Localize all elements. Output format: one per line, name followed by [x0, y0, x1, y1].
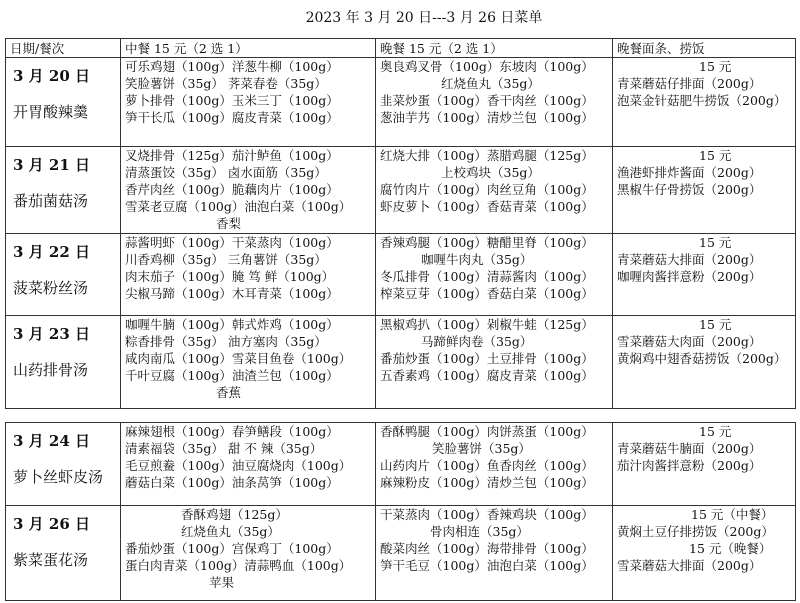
lunch-item: 粽香排骨（35g） 油方塞肉（35g） — [125, 334, 327, 349]
noodle-item: 黑椒牛仔骨捞饭（200g） — [617, 182, 762, 197]
dinner-item: 葱油芋艿（100g）清炒兰包（100g） — [380, 110, 594, 125]
header-row — [6, 39, 796, 58]
dinner-item: 冬瓜排骨（100g）清蒜酱肉（100g） — [380, 269, 594, 284]
lunch-cell — [121, 234, 376, 316]
dinner-cell — [376, 506, 613, 601]
lunch-item: 红烧鱼丸（35g） — [181, 524, 280, 539]
soup-label: 番茄菌菇汤 — [13, 192, 89, 210]
dinner-cell — [376, 147, 613, 234]
noodle-price: 15 元 — [699, 59, 732, 74]
header-lunch: 中餐 15 元（2 选 1） — [121, 39, 376, 58]
lunch-item: 尖椒马蹄（100g）木耳青菜（100g） — [125, 286, 339, 301]
noodle-item: 黄焖土豆仔排捞饭（200g） — [617, 524, 774, 539]
dinner-item: 咖喱牛肉丸（35g） — [421, 252, 533, 267]
fruit-item: 香梨 — [216, 216, 242, 231]
lunch-item: 蒜酱明虾（100g）干菜蒸肉（100g） — [125, 235, 339, 250]
date-cell — [6, 234, 121, 316]
lunch-item: 咖喱牛腩（100g）韩式炸鸡（100g） — [125, 317, 339, 332]
date-cell — [6, 58, 121, 147]
dinner-item: 马蹄鲜肉卷（35g） — [421, 334, 533, 349]
menu-row-mar23 — [6, 316, 796, 409]
noodle-item: 青菜蘑菇仔排面（200g） — [617, 76, 762, 91]
date-cell — [6, 423, 121, 506]
soup-label: 紫菜蛋花汤 — [13, 551, 89, 569]
date-cell — [6, 147, 121, 234]
dinner-item: 香酥鸭腿（100g）肉饼蒸蛋（100g） — [380, 424, 594, 439]
lunch-cell — [121, 58, 376, 147]
dinner-item: 红烧鱼丸（35g） — [441, 76, 540, 91]
soup-label: 菠菜粉丝汤 — [13, 279, 89, 297]
header-date: 日期/餐次 — [6, 39, 121, 58]
date-label: 3 月 23 日 — [13, 325, 90, 343]
date-cell — [6, 316, 121, 409]
lunch-item: 清蒸蛋饺（35g） 卤水面筋（35g） — [125, 165, 327, 180]
lunch-cell — [121, 506, 376, 601]
noodle-cell — [613, 316, 796, 409]
dinner-item: 骨肉相连（35g） — [430, 524, 529, 539]
noodle-cell — [613, 58, 796, 147]
noodle-item: 茄汁肉酱拌意粉（200g） — [617, 458, 762, 473]
lunch-item: 萝卜排骨（100g）玉米三丁（100g） — [125, 93, 339, 108]
date-cell — [6, 506, 121, 601]
dinner-item: 上校鸡块（35g） — [441, 165, 540, 180]
date-label: 3 月 20 日 — [13, 67, 90, 85]
menu-row-mar24 — [6, 423, 796, 506]
lunch-item: 蛋白肉青菜（100g）清蒜鸭血（100g） — [125, 558, 352, 573]
noodle-item: 泡菜金针菇肥牛捞饭（200g） — [617, 93, 787, 108]
soup-label: 萝卜丝虾皮汤 — [13, 468, 104, 486]
noodle-price: 15 元 — [699, 235, 732, 250]
dinner-cell — [376, 316, 613, 409]
noodle-price: 15 元 — [699, 148, 732, 163]
dinner-item: 山药肉片（100g）鱼香肉丝（100g） — [380, 458, 594, 473]
noodle-cell — [613, 506, 796, 601]
header-noodles: 晚餐面条、捞饭 — [613, 39, 796, 58]
noodle-item: 雪菜蘑菇大排面（200g） — [617, 558, 762, 573]
noodle-cell — [613, 423, 796, 506]
dinner-item: 红烧大排（100g）蒸腊鸡腿（125g） — [380, 148, 594, 163]
dinner-item: 番茄炒蛋（100g）土豆排骨（100g） — [380, 351, 594, 366]
lunch-item: 毛豆煎鲞（100g）油豆腐烧肉（100g） — [125, 458, 352, 473]
menu-row-mar26 — [6, 506, 796, 601]
dinner-item: 韭菜炒蛋（100g）香干肉丝（100g） — [380, 93, 594, 108]
lunch-item: 肉末茄子（100g）腌 笃 鲜（100g） — [125, 269, 335, 284]
noodle-price: 15 元 — [699, 424, 732, 439]
fruit-item: 苹果 — [209, 575, 235, 590]
lunch-item: 雪菜老豆腐（100g）油泡白菜（100g） — [125, 199, 352, 214]
lunch-item: 千叶豆腐（100g）油渣兰包（100g） — [125, 368, 339, 383]
dinner-item: 榨菜豆芽（100g）香菇白菜（100g） — [380, 286, 594, 301]
date-label: 3 月 24 日 — [13, 432, 90, 450]
noodle-item: 渔港虾排炸酱面（200g） — [617, 165, 762, 180]
lunch-item: 笋干长瓜（100g）腐皮青菜（100g） — [125, 110, 339, 125]
fruit-item: 香蕉 — [216, 385, 242, 400]
lunch-item: 叉烧排骨（125g）茄汁鲈鱼（100g） — [125, 148, 339, 163]
noodle-price: 15 元（中餐） — [691, 507, 774, 522]
dinner-item: 虾皮萝卜（100g）香菇青菜（100g） — [380, 199, 594, 214]
menu-row-mar20 — [6, 58, 796, 147]
noodle-cell — [613, 234, 796, 316]
date-label: 3 月 21 日 — [13, 156, 90, 174]
menu-row-mar22 — [6, 234, 796, 316]
date-label: 3 月 26 日 — [13, 515, 90, 533]
noodle-item: 青菜蘑菇牛腩面（200g） — [617, 441, 762, 456]
lunch-cell — [121, 147, 376, 234]
lunch-item: 番茄炒蛋（100g）宫保鸡丁（100g） — [125, 541, 339, 556]
dinner-item: 黑椒鸡扒（100g）剁椒牛蛙（125g） — [380, 317, 594, 332]
lunch-item: 可乐鸡翅（100g）洋葱牛柳（100g） — [125, 59, 339, 74]
lunch-cell — [121, 316, 376, 409]
header-dinner: 晚餐 15 元（2 选 1） — [376, 39, 613, 58]
noodle-item: 雪菜蘑菇大肉面（200g） — [617, 334, 762, 349]
dinner-item: 干菜蒸肉（100g）香辣鸡块（100g） — [380, 507, 594, 522]
noodle-item: 青菜蘑菇大排面（200g） — [617, 252, 762, 267]
noodle-item: 咖喱肉酱拌意粉（200g） — [617, 269, 762, 284]
dinner-item: 酸菜肉丝（100g）海带排骨（100g） — [380, 541, 594, 556]
dinner-item: 腐竹肉片（100g）肉丝豆角（100g） — [380, 182, 594, 197]
dinner-cell — [376, 423, 613, 506]
menu-table — [5, 38, 796, 409]
menu-row-mar21 — [6, 147, 796, 234]
lunch-item: 麻辣翅根（100g）春笋鳝段（100g） — [125, 424, 339, 439]
lunch-item: 香芹肉丝（100g）脆藕肉片（100g） — [125, 182, 339, 197]
noodle-price: 15 元 — [699, 317, 732, 332]
lunch-item: 笑脸薯饼（35g） 荠菜春卷（35g） — [125, 76, 327, 91]
soup-label: 开胃酸辣羹 — [13, 103, 89, 121]
noodle-item: 黄焖鸡中翅香菇捞饭（200g） — [617, 351, 787, 366]
dinner-item: 五香素鸡（100g）腐皮青菜（100g） — [380, 368, 594, 383]
lunch-item: 蘑菇白菜（100g）油条莴笋（100g） — [125, 475, 339, 490]
dinner-cell — [376, 58, 613, 147]
noodle-price: 15 元（晚餐） — [689, 541, 772, 556]
dinner-item: 笋干毛豆（100g）油泡白菜（100g） — [380, 558, 594, 573]
lunch-cell — [121, 423, 376, 506]
lunch-item: 香酥鸡翅（125g） — [181, 507, 288, 522]
dinner-cell — [376, 234, 613, 316]
dinner-item: 笑脸薯饼（35g） — [432, 441, 531, 456]
lunch-item: 咸肉南瓜（100g）雪菜目鱼卷（100g） — [125, 351, 352, 366]
menu-table-continued — [5, 422, 796, 601]
page-title: 2023 年 3 月 20 日---3 月 26 日菜单 — [305, 10, 543, 26]
soup-label: 山药排骨汤 — [13, 361, 89, 379]
dinner-item: 香辣鸡腿（100g）糖醋里脊（100g） — [380, 235, 594, 250]
dinner-item: 奥良鸡叉骨（100g）东坡肉（100g） — [380, 59, 594, 74]
noodle-cell — [613, 147, 796, 234]
lunch-item: 川香鸡柳（35g） 三角薯饼（35g） — [125, 252, 327, 267]
dinner-item: 麻辣粉皮（100g）清炒兰包（100g） — [380, 475, 594, 490]
lunch-item: 清素福袋（35g） 甜 不 辣（35g） — [125, 441, 323, 456]
date-label: 3 月 22 日 — [13, 243, 90, 261]
